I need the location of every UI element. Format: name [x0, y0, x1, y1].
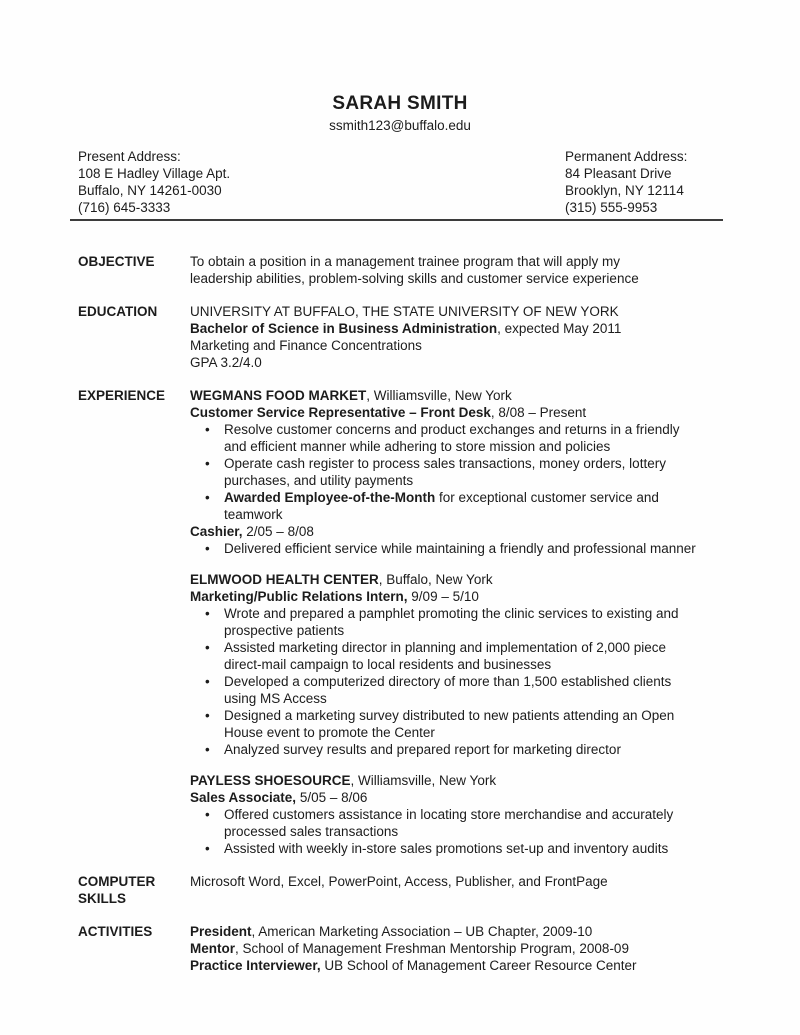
present-address-street: 108 E Hadley Village Apt. [78, 166, 231, 181]
section-content-computer-skills [190, 873, 728, 907]
text-run: Delivered efficient service while maintaining a friendly and professional manner [224, 541, 696, 556]
text-run: Operate cash register to process sales transactions, money orders, lottery [224, 456, 666, 471]
bullet-text [224, 605, 679, 622]
bullet-item [190, 840, 728, 857]
content-line [190, 303, 728, 320]
section-content-activities [190, 923, 728, 974]
bullet-icon: • [205, 742, 210, 757]
content-line [190, 588, 728, 605]
bold-text-run: Marketing/Public Relations Intern, [190, 589, 408, 604]
text-run: , expected May 2011 [497, 321, 622, 336]
text-run: , 8/08 – Present [490, 405, 587, 420]
content-line [190, 320, 728, 337]
bullet-text [224, 421, 680, 438]
text-run: for exceptional customer service and [435, 490, 659, 505]
bullet-item [190, 540, 728, 557]
bullet-text [224, 455, 666, 472]
text-run: using MS Access [224, 691, 327, 706]
text-run: Resolve customer concerns and product exchanges and returns in a friendly [224, 422, 680, 437]
section-content-education [190, 303, 728, 371]
bold-text-run: President [190, 924, 252, 939]
content-line [190, 571, 728, 588]
bullet-icon: • [205, 422, 210, 437]
text-run: , Williamsville, New York [366, 388, 512, 403]
bold-text-run: Mentor [190, 941, 235, 956]
bullet-text [224, 707, 674, 724]
bold-text-run: PAYLESS SHOESOURCE [190, 773, 351, 788]
text-run: Offered customers assistance in locating store merchandise and accurately [224, 807, 674, 822]
bullet-continuation-line [190, 724, 728, 741]
content-line [190, 354, 728, 371]
bullet-continuation-line [190, 823, 728, 840]
bold-text-run: Practice Interviewer, [190, 958, 321, 973]
text-run: To obtain a position in a management trainee program that will apply my [190, 254, 620, 269]
present-address-phone: (716) 645-3333 [78, 200, 171, 215]
text-run: 2/05 – 8/08 [242, 524, 314, 539]
content-line [190, 789, 728, 806]
content-line [190, 387, 728, 404]
text-run: UNIVERSITY AT BUFFALO, THE STATE UNIVERSITY OF NEW YORK [190, 304, 619, 319]
permanent-address-label: Permanent Address: [565, 149, 688, 164]
text-run: 9/09 – 5/10 [407, 589, 479, 604]
text-run: teamwork [224, 507, 283, 522]
resume-body [78, 253, 728, 974]
bullet-item [190, 455, 728, 472]
text-run: Assisted with weekly in-store sales promotions set-up and inventory audits [224, 841, 669, 856]
bullet-text [224, 741, 621, 758]
present-address-city: Buffalo, NY 14261-0030 [78, 183, 222, 198]
bullet-item [190, 605, 728, 622]
present-address [78, 148, 230, 216]
text-run: leadership abilities, problem-solving skills and customer service experience [190, 271, 639, 286]
bullet-item [190, 741, 728, 758]
section-computer-skills [78, 873, 728, 907]
bullet-item [190, 673, 728, 690]
content-line [190, 337, 728, 354]
content-line [190, 523, 728, 540]
text-run: Analyzed survey results and prepared report for marketing director [224, 742, 621, 757]
content-line [190, 873, 728, 890]
content-line [190, 923, 728, 940]
bullet-continuation-line [190, 438, 728, 455]
text-run: Microsoft Word, Excel, PowerPoint, Access, Publisher, and FrontPage [190, 874, 608, 889]
text-run: , School of Management Freshman Mentorship Program, 2008-09 [235, 941, 629, 956]
text-run: GPA 3.2/4.0 [190, 355, 262, 370]
address-block [78, 148, 728, 216]
bullet-continuation-line [190, 656, 728, 673]
permanent-address-phone: (315) 555-9953 [565, 200, 658, 215]
bullet-continuation-line [190, 622, 728, 639]
text-run: processed sales transactions [224, 824, 399, 839]
present-address-label: Present Address: [78, 149, 181, 164]
text-run: Wrote and prepared a pamphlet promoting the clinic services to existing and [224, 606, 679, 621]
section-label-activities: ACTIVITIES [78, 924, 153, 939]
text-run: and efficient manner while adhering to store mission and policies [224, 439, 611, 454]
bullet-item [190, 489, 728, 506]
content-line [190, 957, 728, 974]
section-label-computer-skills: COMPUTER SKILLS [78, 874, 156, 906]
text-run: Assisted marketing director in planning and implementation of 2,000 piece [224, 640, 667, 655]
text-run: , Williamsville, New York [350, 773, 497, 788]
text-run: Marketing and Finance Concentrations [190, 338, 422, 353]
bullet-text [224, 806, 673, 823]
content-line [190, 404, 728, 421]
bullet-item [190, 639, 728, 656]
bullet-icon: • [205, 841, 210, 856]
bullet-text [224, 540, 696, 557]
bold-text-run: Customer Service Representative – Front Desk [190, 405, 491, 420]
bullet-icon: • [205, 456, 210, 471]
section-label-education: EDUCATION [78, 304, 158, 319]
content-line [190, 940, 728, 957]
text-run: purchases, and utility payments [224, 473, 414, 488]
bullet-text [224, 673, 671, 690]
bullet-icon: • [205, 674, 210, 689]
section-education [78, 303, 728, 371]
text-run: UB School of Management Career Resource Center [320, 958, 637, 973]
text-run: , Buffalo, New York [378, 572, 493, 587]
bullet-continuation-line [190, 506, 728, 523]
section-objective [78, 253, 728, 287]
permanent-address-street: 84 Pleasant Drive [565, 166, 672, 181]
section-activities [78, 923, 728, 974]
bullet-icon: • [205, 541, 210, 556]
bullet-icon: • [205, 708, 210, 723]
candidate-name: SARAH SMITH [332, 93, 468, 114]
resume-header [0, 0, 800, 135]
bullet-text [224, 489, 659, 506]
section-content-objective [190, 253, 728, 287]
content-line [190, 253, 728, 270]
bullet-icon: • [205, 490, 210, 505]
bullet-icon: • [205, 640, 210, 655]
section-label-objective: OBJECTIVE [78, 254, 155, 269]
bold-text-run: ELMWOOD HEALTH CENTER [190, 572, 379, 587]
bold-text-run: Cashier, [190, 524, 243, 539]
text-run: House event to promote the Center [224, 725, 435, 740]
paragraph-gap [190, 557, 728, 571]
bullet-item [190, 707, 728, 724]
text-run: , American Marketing Association – UB Chapter, 2009-10 [251, 924, 593, 939]
bold-text-run: Bachelor of Science in Business Administration [190, 321, 498, 336]
text-run: Developed a computerized directory of more than 1,500 established clients [224, 674, 672, 689]
header-divider [70, 219, 723, 221]
bullet-text [224, 639, 666, 656]
bullet-icon: • [205, 606, 210, 621]
bold-text-run: Awarded Employee-of-the-Month [224, 490, 436, 505]
text-run: 5/05 – 8/06 [296, 790, 368, 805]
bold-text-run: Sales Associate, [190, 790, 297, 805]
text-run: direct-mail campaign to local residents and businesses [224, 657, 552, 672]
bold-text-run: WEGMANS FOOD MARKET [190, 388, 367, 403]
text-run: Designed a marketing survey distributed to new patients attending an Open [224, 708, 675, 723]
bullet-continuation-line [190, 472, 728, 489]
paragraph-gap [190, 758, 728, 772]
bullet-item [190, 806, 728, 823]
bullet-icon: • [205, 807, 210, 822]
bullet-item [190, 421, 728, 438]
section-experience [78, 387, 728, 857]
candidate-email: ssmith123@buffalo.edu [329, 118, 471, 133]
text-run: prospective patients [224, 623, 345, 638]
content-line [190, 270, 728, 287]
permanent-address [565, 148, 728, 216]
section-content-experience [190, 387, 728, 857]
bullet-continuation-line [190, 690, 728, 707]
permanent-address-city: Brooklyn, NY 12114 [565, 183, 684, 198]
bullet-text [224, 840, 668, 857]
section-label-experience: EXPERIENCE [78, 388, 166, 403]
content-line [190, 772, 728, 789]
